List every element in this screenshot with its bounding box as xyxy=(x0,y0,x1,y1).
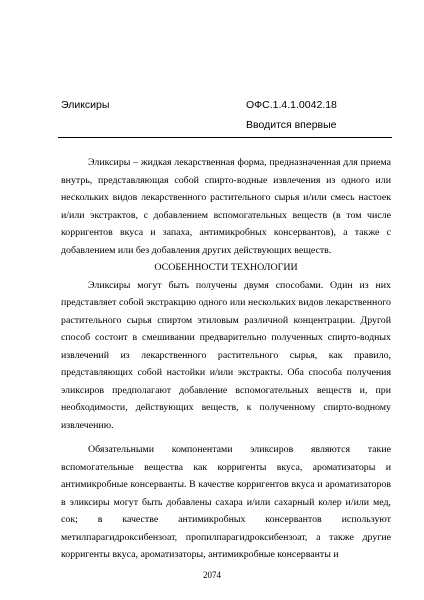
document-code: ОФС.1.4.1.0042.18 xyxy=(246,99,337,111)
document-body xyxy=(61,154,391,564)
section-title: Эликсиры xyxy=(61,99,110,111)
technology-paragraph: Эликсиры могут быть получены двумя способами. Один из них представляет собой экстракцию одного или нескольких видов лекарственного растительного сырья спиртом этиловым различной концентрации. Другой способ состоит в смешивании предварительно полученных спирто-водных извлечений из лекарственного растительного сырья, как правило, представляющих собой настойки и/или экстракты. Оба способа получения эликсиров предполагают добавление вспомогательных веществ и, при необходимости, действующих веществ, к полученному спирто-водному извлечению. xyxy=(61,279,391,431)
components-paragraph: Обязательными компонентами эликсиров являются такие вспомогательные вещества как корригенты вкуса, ароматизаторы и антимикробные консерванты. В качестве корригентов вкуса и ароматизаторов в эликсиры могут быть добавлены сахара и/или сахарный колер и/или мед, сок; в качестве антимикробных консервантов используют метилпарагидроксибензоат, пропилпарагидроксибензоат, а также другие корригенты вкуса, ароматизаторы, антимикробные консерванты и xyxy=(61,444,391,560)
definition-paragraph: Эликсиры – жидкая лекарственная форма, предназначенная для приема внутрь, представляющая собой спирто-водные извлечения из одного или нескольких видов лекарственного растительного сырья и/или смесь настоек и/или экстрактов, с добавлением вспомогательных веществ (в том числе корригентов вкуса и запаха, антимикробных консервантов), а также с добавлением или без добавления других действующих веществ. xyxy=(61,157,391,256)
header-divider xyxy=(58,137,392,138)
document-meta xyxy=(246,98,337,132)
page-number: 2074 xyxy=(203,570,221,580)
document-status: Вводится впервые xyxy=(246,119,337,131)
section-heading: ОСОБЕННОСТИ ТЕХНОЛОГИИ xyxy=(154,262,298,273)
